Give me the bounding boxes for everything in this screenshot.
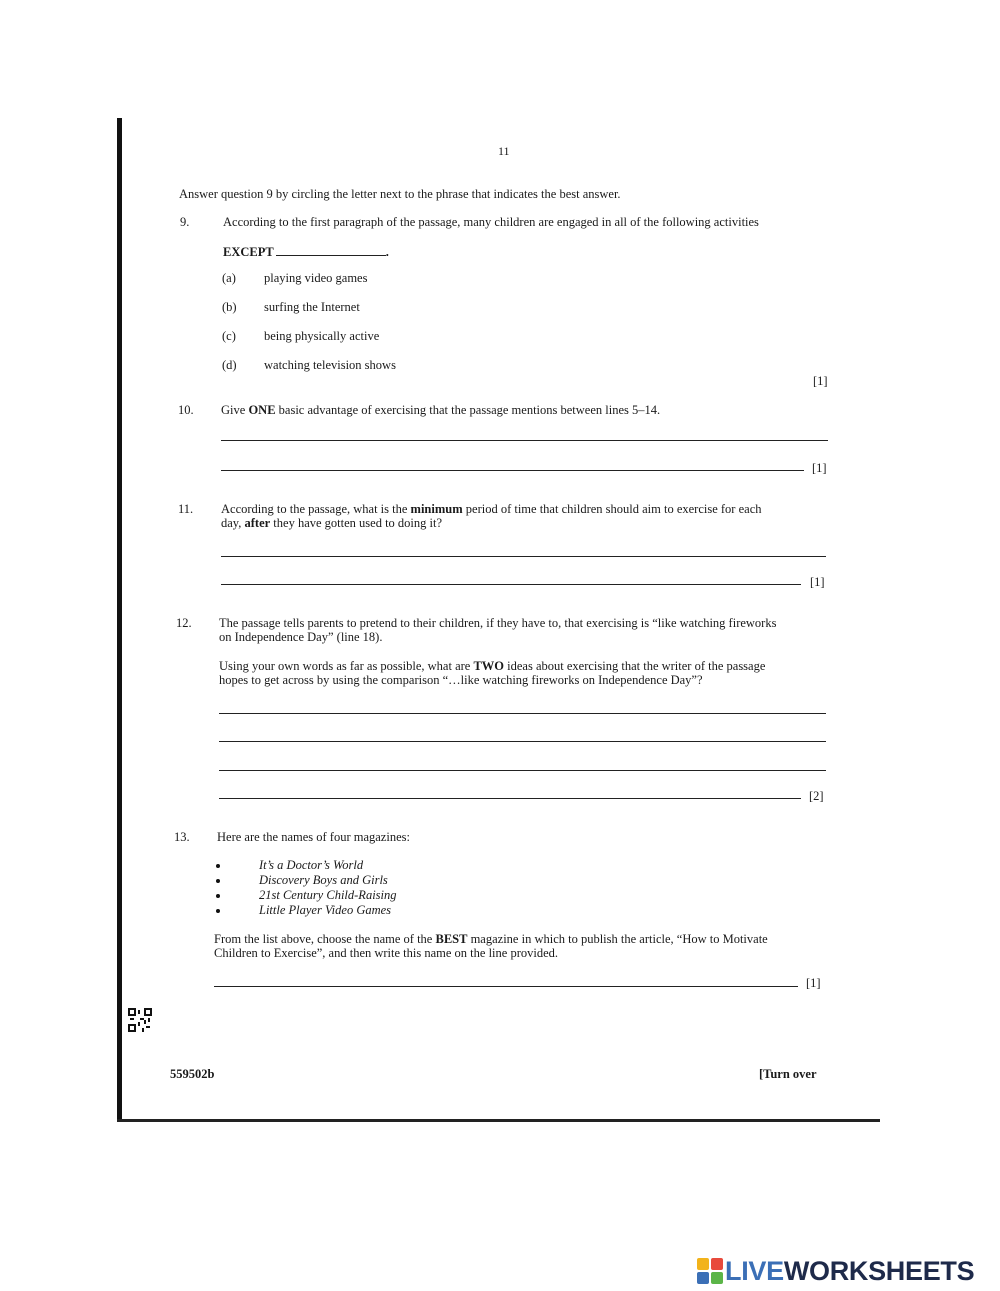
turn-over: [Turn over: [759, 1067, 817, 1081]
q10-answer-line[interactable]: [221, 470, 804, 471]
q10-answer-line[interactable]: [221, 440, 828, 441]
magazine-item: Discovery Boys and Girls: [259, 873, 388, 887]
q10-marks: [1]: [812, 461, 827, 475]
q9-option-letter[interactable]: (c): [222, 329, 236, 343]
q9-marks: [1]: [813, 374, 828, 388]
q12-answer-line[interactable]: [219, 713, 826, 714]
qr-code-icon: [128, 1008, 152, 1032]
q9-text: According to the first paragraph of the passage, many children are engaged in all of the following activities: [223, 215, 759, 229]
q11-text-line2: day, after they have gotten used to doing it?: [221, 516, 443, 530]
brand-worksheets-text: WORKSHEETS: [783, 1255, 975, 1286]
page-bottom-border: [117, 1119, 880, 1122]
q10-number: 10.: [178, 403, 194, 417]
q12-text-line2: on Independence Day” (line 18).: [219, 630, 383, 644]
q13-number: 13.: [174, 830, 190, 844]
page-left-border: [117, 118, 122, 1122]
q9-option-text: being physically active: [264, 329, 380, 343]
bullet-icon: [216, 909, 220, 913]
q12-marks: [2]: [809, 789, 824, 803]
q12-text-line1: The passage tells parents to pretend to their children, if they have to, that exercising is “like watching fireworks: [219, 616, 777, 630]
page-number: 11: [498, 144, 510, 158]
magazine-item: It’s a Doctor’s World: [259, 858, 364, 872]
magazine-item: 21st Century Child-Raising: [259, 888, 397, 902]
paper-code: 559502b: [170, 1067, 215, 1081]
q13-text: Here are the names of four magazines:: [217, 830, 410, 844]
bullet-icon: [216, 879, 220, 883]
q9-number: 9.: [180, 215, 190, 229]
q9-except: EXCEPT: [223, 245, 274, 259]
q10-text: Give ONE basic advantage of exercising that the passage mentions between lines 5–14.: [221, 403, 661, 417]
q9-option-letter[interactable]: (a): [222, 271, 236, 285]
q9-option-letter[interactable]: (b): [222, 300, 237, 314]
q11-answer-line[interactable]: [221, 584, 801, 585]
q9-option-text: watching television shows: [264, 358, 396, 372]
q9-option-letter[interactable]: (d): [222, 358, 237, 372]
q11-text-line1: According to the passage, what is the minimum period of time that children should aim to exercise for each: [221, 502, 762, 516]
liveworksheets-brand: [697, 1256, 974, 1286]
q12-text-line3: Using your own words as far as possible, what are TWO ideas about exercising that the writer of the passage: [219, 659, 766, 673]
q11-marks: [1]: [810, 575, 825, 589]
q9-option-text: surfing the Internet: [264, 300, 360, 314]
brand-live-text: LIVE: [725, 1255, 784, 1286]
q9-except-blank: [276, 244, 386, 256]
liveworksheets-logo-icon: [697, 1258, 723, 1284]
q13-answer-line[interactable]: [214, 986, 798, 987]
q12-text-line4: hopes to get across by using the comparison “…like watching fireworks on Independence Day”?: [219, 673, 703, 687]
q9-except-row: EXCEPT .: [223, 245, 389, 259]
q13-marks: [1]: [806, 976, 821, 990]
q9-option-text: playing video games: [264, 271, 368, 285]
q11-answer-line[interactable]: [221, 556, 826, 557]
instruction: Answer question 9 by circling the letter next to the phrase that indicates the best answer.: [179, 187, 621, 201]
bullet-icon: [216, 864, 220, 868]
q11-number: 11.: [178, 502, 194, 516]
magazine-item: Little Player Video Games: [259, 903, 392, 917]
q12-answer-line[interactable]: [219, 741, 826, 742]
q13-instruction-line2: Children to Exercise”, and then write this name on the line provided.: [214, 946, 559, 960]
q12-number: 12.: [176, 616, 192, 630]
q13-instruction-line1: From the list above, choose the name of the BEST magazine in which to publish the article, “How to Motivate: [214, 932, 768, 946]
q12-answer-line[interactable]: [219, 770, 826, 771]
q12-answer-line[interactable]: [219, 798, 801, 799]
bullet-icon: [216, 894, 220, 898]
